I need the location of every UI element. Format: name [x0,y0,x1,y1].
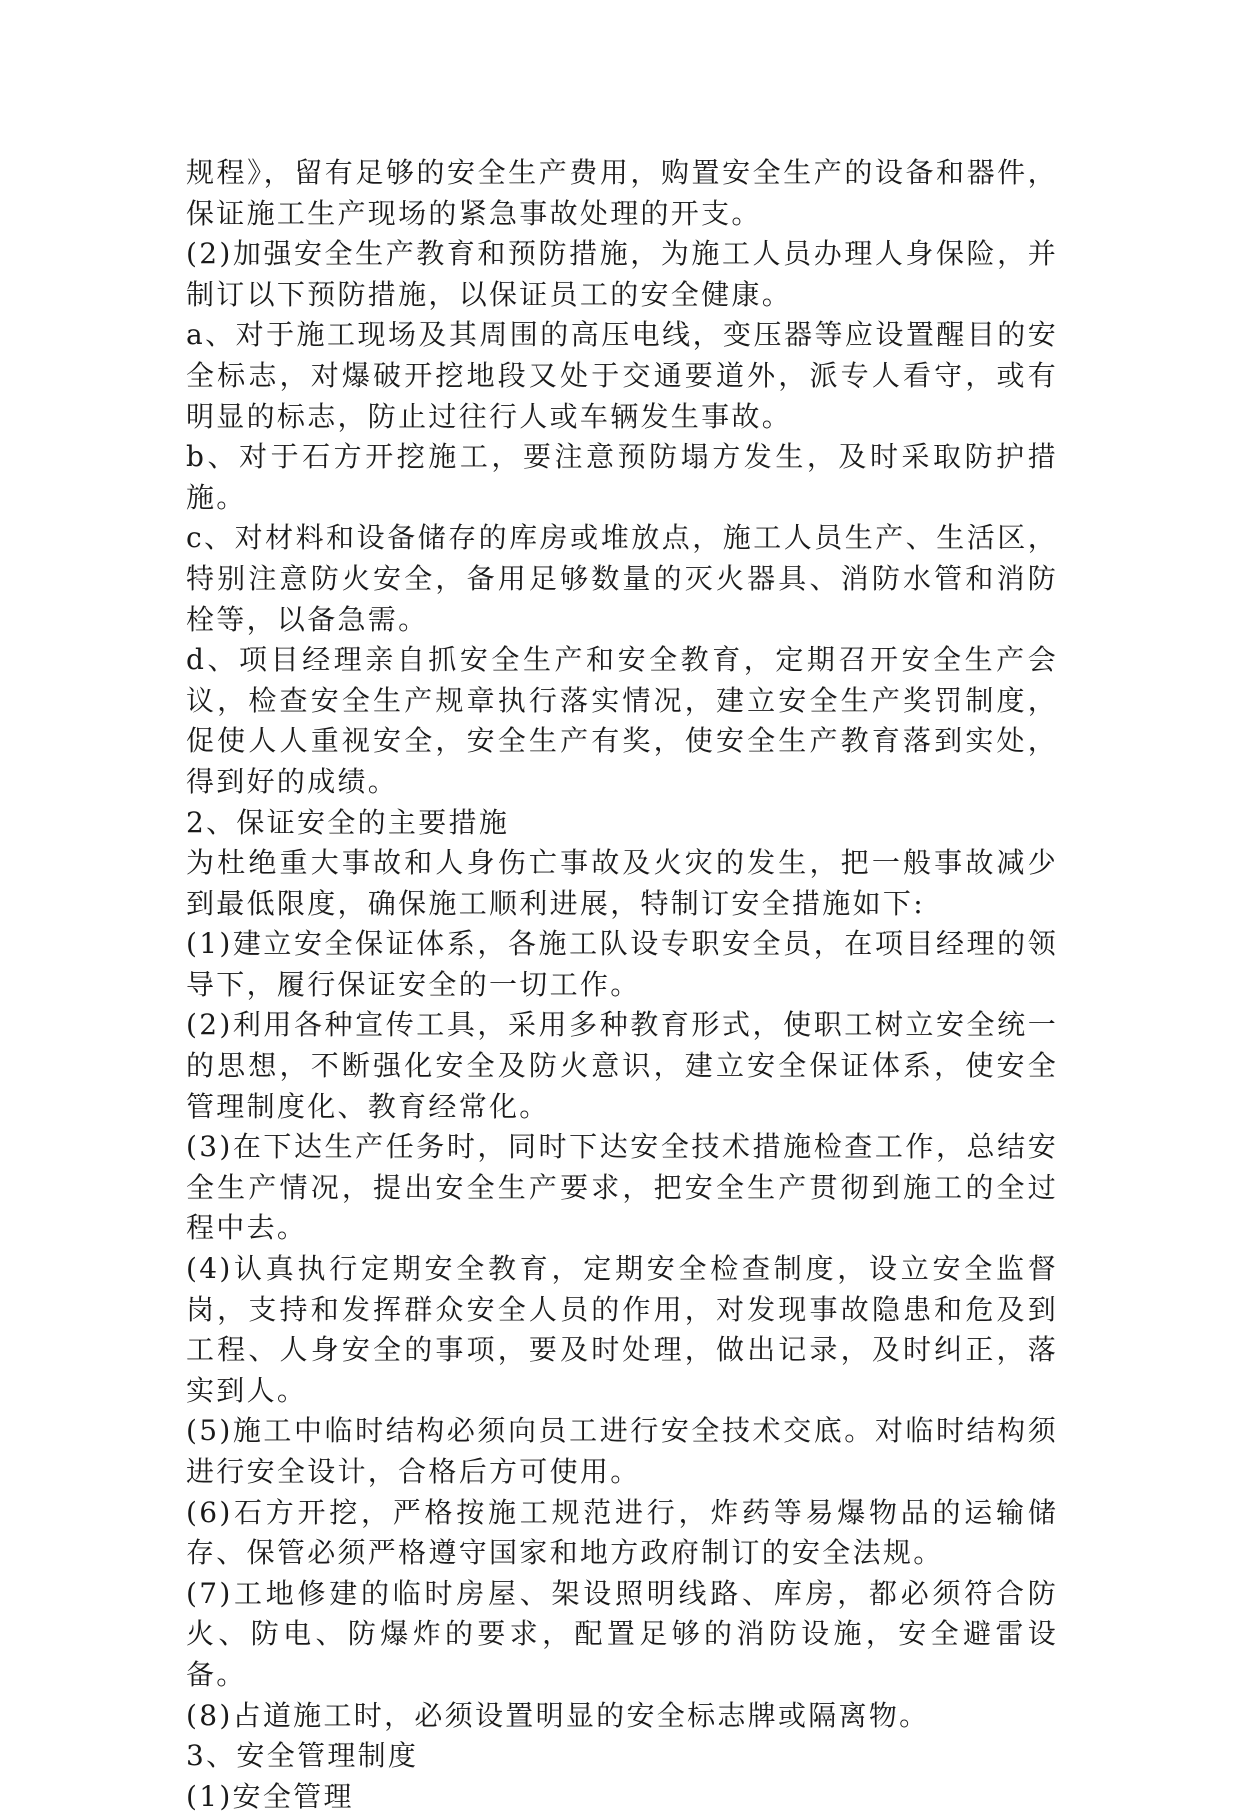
paragraph-measure-7: (7)工地修建的临时房屋、架设照明线路、库房，都必须符合防火、防电、防爆炸的要求，配置足够的消防设施，安全避雷设备。 [186,1576,1058,1691]
paragraph-measure-8: (8)占道施工时，必须设置明显的安全标志牌或隔离物。 [186,1698,930,1732]
paragraph-section-2-intro: 为杜绝重大事故和人身伤亡事故及火灾的发生，把一般事故减少到最低限度，确保施工顺利进展，特制订安全措施如下: [186,846,1058,920]
section-heading-2: 2、保证安全的主要措施 [186,805,510,839]
paragraph-sub-c: c、对材料和设备储存的库房或堆放点，施工人员生产、生活区，特别注意防火安全，备用足够数量的灭火器具、消防水管和消防栓等，以备急需。 [186,521,1058,636]
paragraph-sub-b: b、对于石方开挖施工，要注意预防塌方发生，及时采取防护措施。 [186,440,1058,514]
paragraph-sub-d: d、项目经理亲自抓安全生产和安全教育，定期召开安全生产会议，检查安全生产规章执行落实情况，建立安全生产奖罚制度，促使人人重视安全，安全生产有奖，使安全生产教育落到实处，得到好的成绩。 [186,643,1058,798]
paragraph-sub-a: a、对于施工现场及其周围的高压电线，变压器等应设置醒目的安全标志，对爆破开挖地段又处于交通要道外，派专人看守，或有明显的标志，防止过往行人或车辆发生事故。 [186,318,1058,433]
paragraph-item-2-education: (2)加强安全生产教育和预防措施，为施工人员办理人身保险，并制订以下预防措施，以保证员工的安全健康。 [186,237,1058,311]
paragraph-measure-2: (2)利用各种宣传工具，采用多种教育形式，使职工树立安全统一的思想，不断强化安全及防火意识，建立安全保证体系，使安全管理制度化、教育经常化。 [186,1008,1058,1123]
paragraph-measure-6: (6)石方开挖，严格按施工规范进行，炸药等易爆物品的运输储存、保管必须严格遵守国家和地方政府制订的安全法规。 [186,1495,1058,1570]
subsection-heading-safety-management: (1)安全管理 [186,1779,354,1813]
paragraph-measure-4: (4)认真执行定期安全教育，定期安全检查制度，设立安全监督岗，支持和发挥群众安全人员的作用，对发现事故隐患和危及到工程、人身安全的事项，要及时处理，做出记录，及时纠正，落实到人。 [186,1252,1058,1407]
paragraph-safety-fund: 规程》，留有足够的安全生产费用，购置安全生产的设备和器件，保证施工生产现场的紧急事故处理的开支。 [186,156,1058,230]
paragraph-measure-3: (3)在下达生产任务时，同时下达安全技术措施检查工作，总结安全生产情况，提出安全生产要求，把安全生产贯彻到施工的全过程中去。 [186,1130,1058,1245]
paragraph-measure-5: (5)施工中临时结构必须向员工进行安全技术交底。对临时结构须进行安全设计，合格后方可使用。 [186,1414,1058,1488]
document-body [186,153,1058,1817]
section-heading-3: 3、安全管理制度 [186,1739,419,1773]
paragraph-measure-1: (1)建立安全保证体系，各施工队设专职安全员，在项目经理的领导下，履行保证安全的一切工作。 [186,927,1058,1001]
